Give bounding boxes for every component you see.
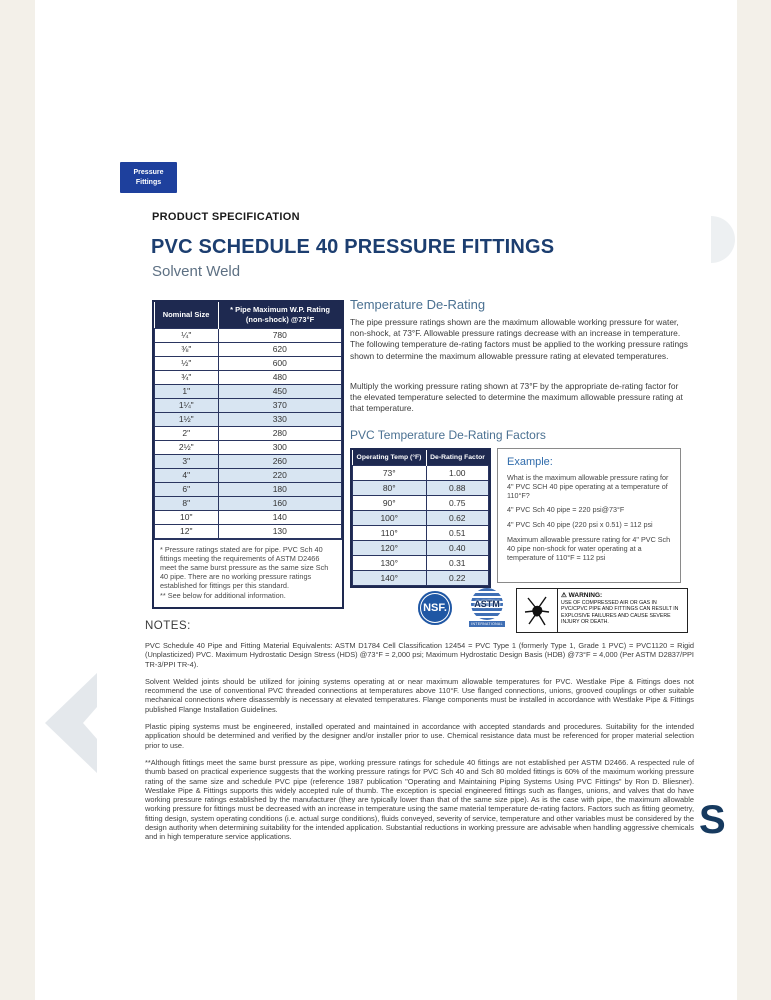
warning-title: ⚠ WARNING: [561,592,603,599]
decorative-chevron-icon [45,673,97,773]
notes-body [145,641,694,842]
notes-paragraph: PVC Schedule 40 Pipe and Fitting Material Equivalents: ASTM D1784 Cell Classification 12454 = PVC Type 1 (formerly Type 1, Grade 1 PVC) = PVC1120 = Rigid (Unplasticized) PVC. Maximum Hydrostatic Design Stress (HDS) @73°F = 2,000 psi; Maximum Hydrostatic Design Basis (HDB) @73°F = 4,000 (Per ASTM D2837/PPI TR-3/PPI TR-4). [145,641,694,669]
col-wp-rating: * Pipe Maximum W.P. Rating (non-shock) @73°F [218,302,341,328]
table-row: 140° 0.22 [353,571,489,586]
table-row: 6" 180 [155,482,342,496]
table-footnotes [154,539,342,607]
warning-body: USE OF COMPRESSED AIR OR GAS IN PVC/CPVC PIPE AND FITTINGS CAN RESULT IN EXPLOSIVE FAILURES AND CAUSE SEVERE INJURY OR DEATH. [561,600,679,626]
table-row: 2" 280 [155,426,342,440]
page-subtitle: Solvent Weld [152,263,241,280]
example-box [497,448,681,583]
notes-paragraph: **Although fittings meet the same burst pressure as pipe, working pressure ratings for schedule 40 fittings are not established per ASTM D2466. A respected rule of thumb based on practical experience suggests that the working pressure ratings for PVC Sch 40 and Sch 80 molded fittings is 60% of the maximum working pressure rating of the same size and schedule PVC pipe (reference 1987 publication "Operating and Maintaining Piping Systems Using PVC Fittings" by Ron D. Bliesner). Westlake Pipe & Fittings supports this widely accepted rule of thumb. The exception is special engineered fittings such as flanges, unions, and valves that do have working pressure ratings established by the manufacturer (they are typically lower than that of the same size pipe). As is the case with pipe, the maximum allowable working pressure for fittings must be decreased with an increase in temperature using the same material temperature de-rating factors. Factors such as fitting geometry, fitting design, system operating conditions (i.e. actual surge conditions), fluids conveyed, severity of service, temperature and other variables must be considered by the design authority when determining suitability for the intended application. Substantial reductions in working pressure are advisable when handling aggressive chemicals and in high temperature service applications. [145,757,694,842]
table-row: 80° 0.88 [353,481,489,496]
pressure-rating-table [152,300,344,609]
col-derating-factor: De-Rating Factor [426,450,488,466]
page-title: PVC SCHEDULE 40 PRESSURE FITTINGS [151,236,555,258]
table-row: 120° 0.40 [353,541,489,556]
astm-international-label: INTERNATIONAL [471,622,503,626]
table-row: 12" 130 [155,524,342,538]
example-line: 4" PVC Sch 40 pipe (220 psi x 0.51) = 112 psi [507,520,653,530]
nsf-logo: NSF. [418,591,452,625]
temperature-derating-paragraph-1: The pipe pressure ratings shown are the maximum allowable working pressure for water, non-shock, at 73°F. Allowable pressure ratings decrease with an increase in temperature. The following temperature de-rating factors must be applied to the working pressure ratings shown to determine the maximum allowable pressure rating at elevated temperatures. [350,317,688,361]
example-body [507,474,671,562]
table-header-row [155,302,342,328]
table-row: 110° 0.51 [353,526,489,541]
table-header-row [353,450,489,466]
table-row: 100° 0.62 [353,511,489,526]
table-row: 1" 450 [155,384,342,398]
table-row: 2½" 300 [155,440,342,454]
table-row: ¼" 780 [155,328,342,342]
table-row: ¾" 480 [155,370,342,384]
table-row: 10" 140 [155,510,342,524]
derating-factors-table [350,448,491,588]
notes-heading: NOTES: [145,620,191,632]
example-line: Maximum allowable pressure rating for 4" PVC Sch 40 pipe non-shock for water operating at a temperature of 110°F = 112 psi [507,534,671,562]
pressure-fittings-tab [120,162,177,193]
table-row: 130° 0.31 [353,556,489,571]
eyebrow-heading: PRODUCT SPECIFICATION [152,211,300,223]
example-line: What is the maximum allowable pressure rating for 4" PVC SCH 40 pipe operating at a temperature of 110°F? [507,473,669,500]
table-row: 3" 260 [155,454,342,468]
footnote: * Pressure ratings stated are for pipe. PVC Sch 40 fittings meeting the requirements of ASTM D2466 meet the same burst pressure as the same size Sch 40 pipe. There are no working pressure ratings established for fittings per this standard. [160,544,329,590]
section-heading-derating-factors: PVC Temperature De-Rating Factors [350,428,546,442]
table-row: ½" 600 [155,356,342,370]
example-heading: Example: [507,456,553,468]
col-operating-temp: Operating Temp (°F) [353,450,427,466]
notes-section [145,620,694,850]
badge-line1: Pressure [133,169,164,177]
astm-globe-icon: ASTM [471,588,503,620]
watermark-letter-s: S [699,798,726,842]
table-row: 1¼" 370 [155,398,342,412]
notes-paragraph: Solvent Welded joints should be utilized for joining systems operating at or near maximum allowable temperatures for PVC. Westlake Pipe & Fittings does not recommend the use of conventional PVC threaded connections at temperatures above 110°F. Use flanged connections, unions, grooved couplings or other suitable mechanical connections where disassembly is necessary at elevated temperatures. Flange components must be installed in accordance with Westlake Pipe & Fittings published Flange Installation Guidelines. [145,676,694,714]
example-line: 4" PVC Sch 40 pipe = 220 psi@73°F [507,505,625,515]
table-row: 1½" 330 [155,412,342,426]
badge-line2: Fittings [135,178,162,186]
section-heading-temperature-derating: Temperature De-Rating [350,297,486,312]
footnote: ** See below for additional information. [160,590,286,600]
table-row: 73° 1.00 [353,466,489,481]
table-row: ⅜" 620 [155,342,342,356]
table-row: 8" 160 [155,496,342,510]
col-nominal-size: Nominal Size [155,302,219,328]
temperature-derating-paragraph-2: Multiply the working pressure rating shown at 73°F by the appropriate de-rating factor for the elevated temperature selected to determine the maximum allowable pressure rating at that temperature. [350,381,683,414]
table-row: 90° 0.75 [353,496,489,511]
table-row: 4" 220 [155,468,342,482]
notes-paragraph: Plastic piping systems must be engineered, installed operated and maintained in accordance with accepted standards and procedures. Suitability for the intended application should be determined and verified by the designer and/or installer prior to use. Chemical resistance data must be referenced for proper material selection prior to use. [145,722,694,750]
